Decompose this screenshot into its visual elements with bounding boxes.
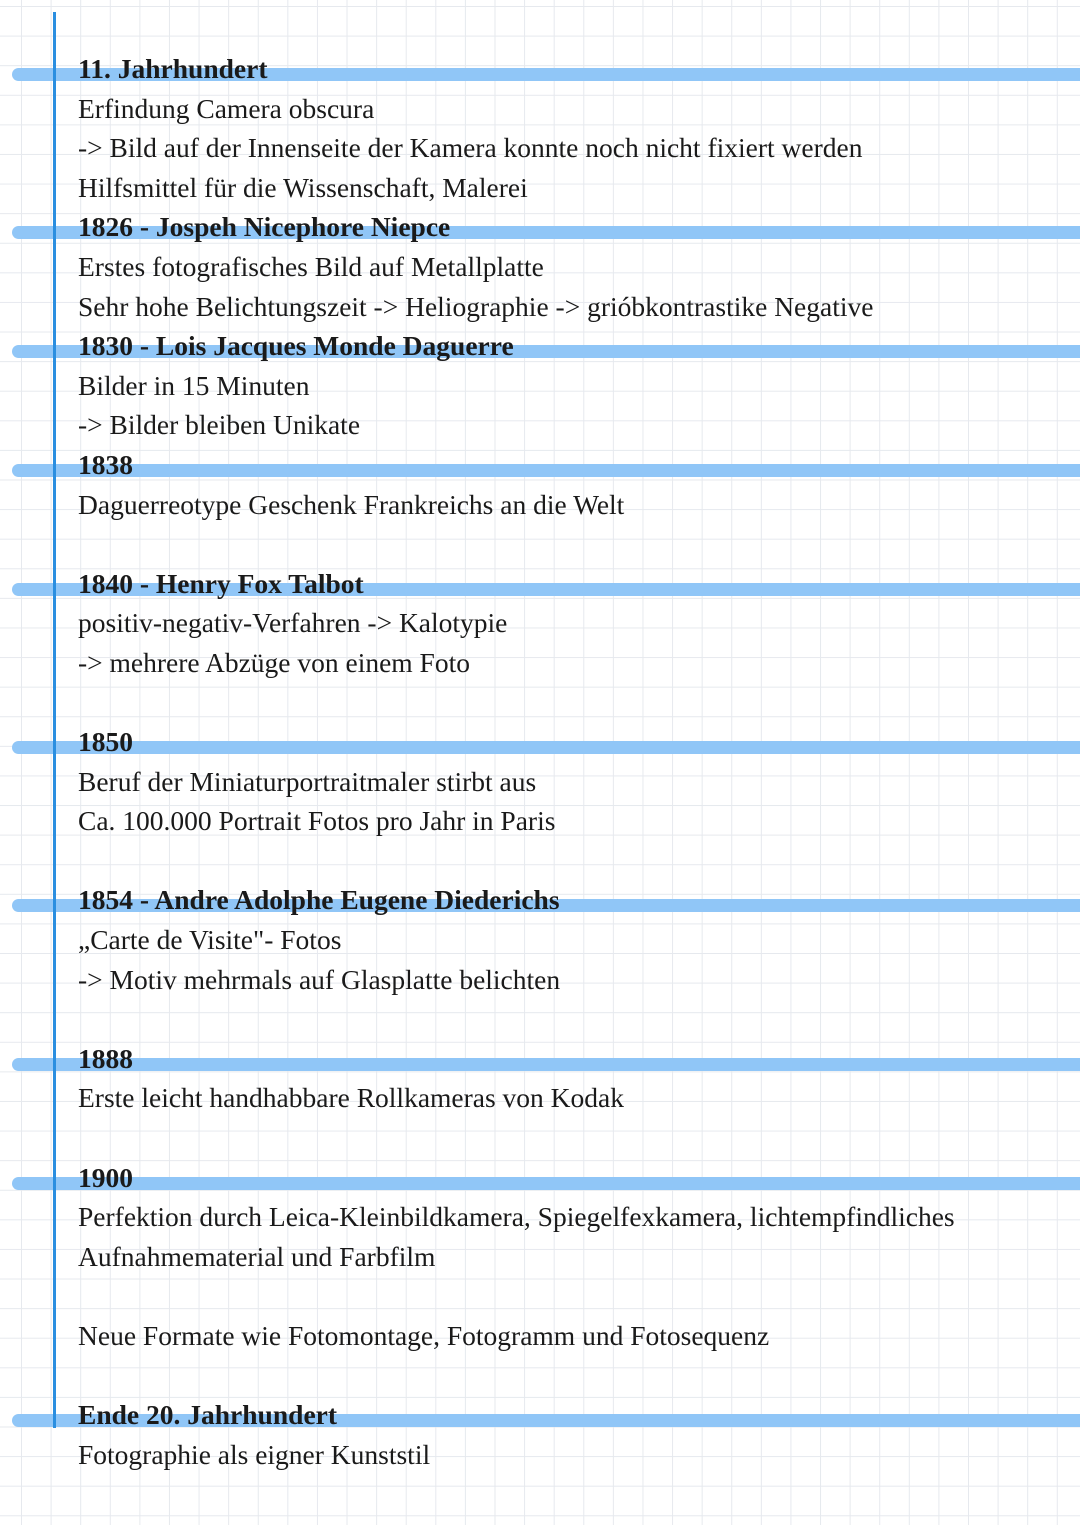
note-line: Erste leicht handhabbare Rollkameras von Kodak [78,1082,624,1114]
blank-line [78,1118,1070,1158]
note-line: Fotographie als eigner Kunststil [78,1438,431,1470]
blank-line [78,524,1070,564]
note-line: Sehr hohe Belichtungszeit -> Heliographie -> grióbkontrastike Negative [78,290,874,322]
timeline-heading: 11. Jahrhundert [78,49,1070,89]
timeline-heading: Ende 20. Jahrhundert [78,1395,1070,1435]
note-line: Neue Formate wie Fotomontage, Fotogramm und Fotosequenz [78,1320,770,1351]
note-line: Erstes fotografisches Bild auf Metallplatte [78,250,544,282]
note-line: Beruf der Miniaturportraitmaler stirbt aus [78,765,537,797]
note-line: -> Bilder bleiben Unikate [78,409,361,441]
margin-line [53,12,56,1428]
timeline-heading: 1850 [78,722,1070,762]
note-line: -> Motiv mehrmals auf Glasplatte belichten [78,963,561,995]
blank-line [78,999,1070,1039]
timeline-heading: 1830 - Lois Jacques Monde Daguerre [78,326,1070,366]
blank-line [78,1276,1070,1316]
note-line: positiv-negativ-Verfahren -> Kalotypie [78,607,508,639]
blank-line [78,683,1070,723]
timeline-heading: 1900 [78,1158,1070,1198]
note-line: „Carte de Visite"- Fotos [78,924,342,956]
timeline-heading: 1826 - Jospeh Nicephore Niepce [78,207,1070,247]
timeline-heading: 1838 [78,445,1070,485]
note-line: Aufnahmematerial und Farbfilm [78,1240,436,1272]
note-line: Daguerreotype Geschenk Frankreichs an die Welt [78,488,625,520]
timeline-heading: 1888 [78,1039,1070,1079]
note-line: Hilfsmittel für die Wissenschaft, Malerei [78,171,528,203]
blank-line [78,1356,1070,1396]
note-line: -> Bild auf der Innenseite der Kamera konnte noch nicht fixiert werden [78,132,863,164]
blank-line [78,841,1070,881]
note-line: Bilder in 15 Minuten [78,369,310,401]
timeline-heading: 1854 - Andre Adolphe Eugene Diederichs [78,880,1070,920]
note-line: Perfektion durch Leica-Kleinbildkamera, Spiegelfexkamera, lichtempfindliches [78,1201,955,1233]
note-line: -> mehrere Abzüge von einem Foto [78,646,470,678]
timeline-heading: 1840 - Henry Fox Talbot [78,564,1070,604]
timeline-notes [78,49,1070,1474]
note-line: Erfindung Camera obscura [78,92,375,124]
note-line: Ca. 100.000 Portrait Fotos pro Jahr in Paris [78,805,556,837]
